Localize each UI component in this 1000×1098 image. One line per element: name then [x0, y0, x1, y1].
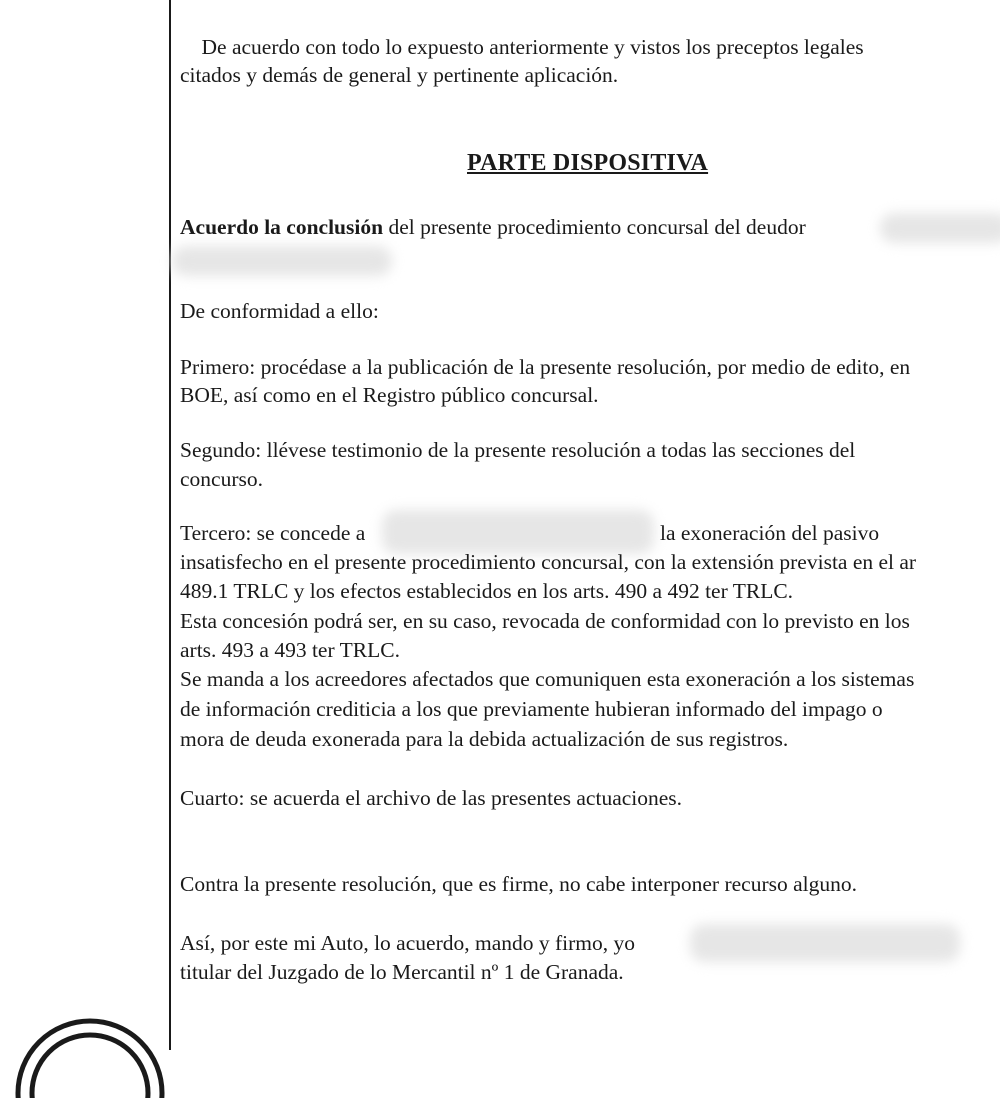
court-seal-icon [15, 1008, 165, 1098]
intro-line-1: De acuerdo con todo lo expuesto anteriormente y vistos los preceptos legales [180, 35, 864, 59]
tercero-line-4: Esta concesión podrá ser, en su caso, revocada de conformidad con lo previsto en los [180, 609, 910, 633]
section-heading: PARTE DISPOSITIVA [467, 150, 709, 176]
tercero-line-8: mora de deuda exonerada para la debida actualización de sus registros. [180, 727, 789, 751]
recurso-paragraph: Contra la presente resolución, que es firme, no cabe interponer recurso alguno. [180, 872, 857, 896]
page-margin-line [169, 0, 171, 1050]
tercero-line-6: Se manda a los acreedores afectados que comuniquen esta exoneración a los sistemas [180, 667, 915, 691]
tercero-line-5: arts. 493 a 493 ter TRLC. [180, 638, 400, 662]
tercero-line-1a: Tercero: se concede a [180, 521, 366, 545]
segundo-line-1: Segundo: llévese testimonio de la presente resolución a todas las secciones del [180, 438, 856, 462]
firma-line-2: titular del Juzgado de lo Mercantil nº 1 de Granada. [180, 960, 624, 984]
cuarto-paragraph: Cuarto: se acuerda el archivo de las presentes actuaciones. [180, 786, 683, 810]
segundo-line-2: concurso. [180, 467, 263, 491]
acuerdo-bold-text: Acuerdo la conclusión [180, 215, 384, 239]
acuerdo-paragraph [180, 212, 806, 243]
conformidad-paragraph: De conformidad a ello: [180, 299, 379, 323]
redacted-debtor-name-2 [172, 246, 392, 276]
intro-line-2: citados y demás de general y pertinente aplicación. [180, 63, 619, 87]
firma-line-1: Así, por este mi Auto, lo acuerdo, mando y firmo, yo [180, 931, 636, 955]
primero-line-1: Primero: procédase a la publicación de la presente resolución, por medio de edito, en [180, 355, 911, 379]
tercero-line-1b: la exoneración del pasivo [660, 521, 880, 545]
redacted-debtor-name-1 [880, 213, 1000, 243]
acuerdo-rest-text: del presente procedimiento concursal del deudor [383, 215, 806, 239]
tercero-line-7: de información crediticia a los que previamente hubieran informado del impago o [180, 697, 883, 721]
primero-line-2: BOE, así como en el Registro público concursal. [180, 383, 599, 407]
tercero-line-2: insatisfecho en el presente procedimiento concursal, con la extensión prevista en el ar [180, 550, 917, 574]
tercero-line-3: 489.1 TRLC y los efectos establecidos en los arts. 490 a 492 ter TRLC. [180, 579, 794, 603]
redacted-judge-name [690, 924, 960, 962]
